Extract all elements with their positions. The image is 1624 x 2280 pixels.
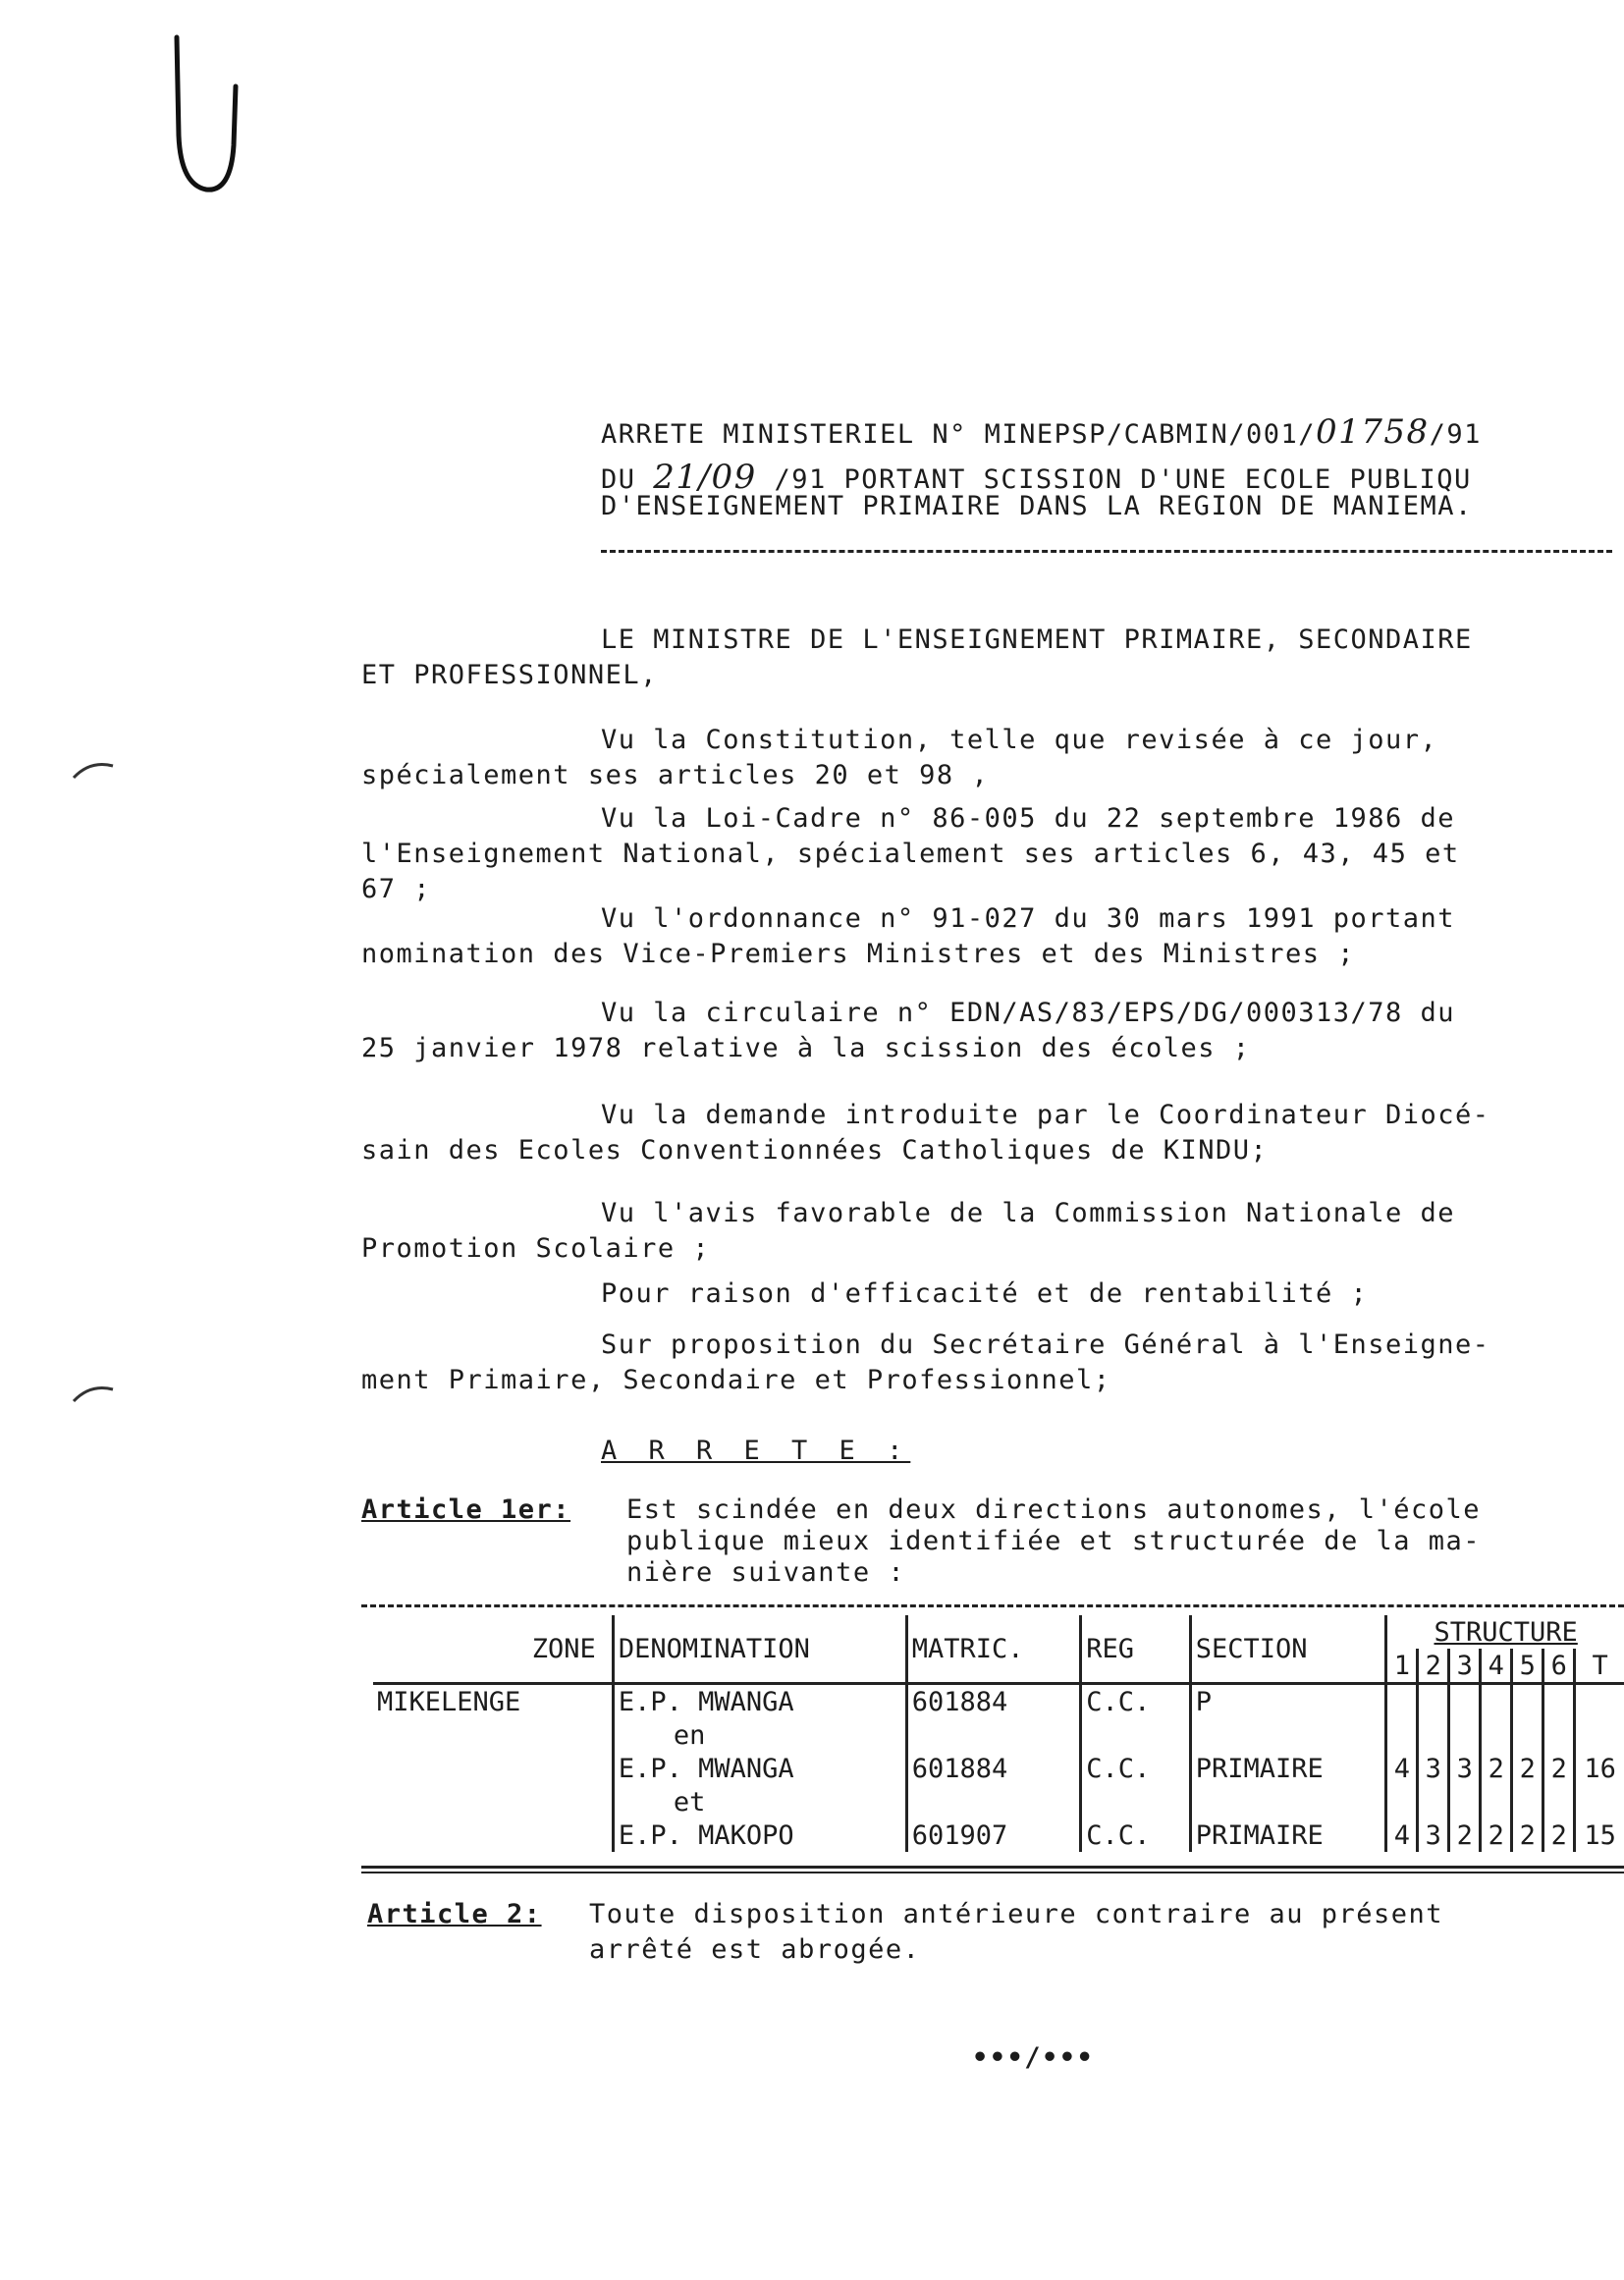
article-1-text: Est scindée en deux directions autonomes, l'école xyxy=(626,1494,1482,1525)
cell-reg: C.C. xyxy=(1081,1752,1190,1785)
cell-zone xyxy=(373,1819,613,1852)
cell-zone: MIKELENGE xyxy=(377,1686,521,1717)
cell-zone xyxy=(373,1718,613,1752)
structure-col-header: 1 xyxy=(1386,1649,1418,1684)
table-row xyxy=(373,1718,1624,1752)
consideration-line: l'Enseignement National, spécialement ses articles 6, 43, 45 et xyxy=(361,839,1460,869)
cell-structure xyxy=(1575,1684,1624,1719)
cell-structure xyxy=(1575,1785,1624,1819)
cell-structure xyxy=(1481,1718,1512,1752)
cell-matric xyxy=(906,1785,1081,1819)
header-line-1: ARRETE MINISTERIEL N° MINEPSP/CABMIN/001/01758/91 xyxy=(601,412,1482,452)
cell-matric: 601884 xyxy=(906,1684,1081,1719)
cell-matric xyxy=(906,1718,1081,1752)
arrete-heading: A R R E T E : xyxy=(601,1436,911,1466)
consideration-line: 67 ; xyxy=(361,874,432,904)
cell-structure: 2 xyxy=(1543,1752,1575,1785)
table-bottom-rule xyxy=(361,1872,1624,1873)
cell-denomination: E.P. MAKOPO xyxy=(613,1819,906,1852)
consideration-line: Promotion Scolaire ; xyxy=(361,1233,711,1264)
structure-col-header: 6 xyxy=(1543,1649,1575,1684)
cell-denomination: en xyxy=(613,1718,906,1752)
article-1-label: Article 1er: xyxy=(361,1494,571,1525)
cell-section: P xyxy=(1190,1684,1386,1719)
cell-section xyxy=(1190,1785,1386,1819)
margin-mark-icon xyxy=(69,1380,118,1409)
schools-table xyxy=(373,1615,1624,1852)
table-row xyxy=(373,1785,1624,1819)
margin-mark-icon xyxy=(69,756,118,786)
cell-structure xyxy=(1512,1684,1543,1719)
consideration-line: Vu la Constitution, telle que revisée à ce jour, xyxy=(601,725,1438,755)
consideration-line: 25 janvier 1978 relative à la scission des écoles ; xyxy=(361,1033,1251,1063)
cell-structure xyxy=(1543,1718,1575,1752)
cell-matric: 601884 xyxy=(906,1752,1081,1785)
cell-structure: 2 xyxy=(1481,1819,1512,1852)
col-header-denomination: DENOMINATION xyxy=(613,1615,906,1684)
structure-col-header: 4 xyxy=(1481,1649,1512,1684)
cell-structure xyxy=(1543,1785,1575,1819)
article-2-text: arrêté est abrogée. xyxy=(589,1934,921,1965)
article-2-label: Article 2: xyxy=(367,1899,542,1929)
cell-reg: C.C. xyxy=(1081,1684,1190,1719)
cell-structure xyxy=(1449,1785,1481,1819)
cell-structure: 3 xyxy=(1418,1752,1449,1785)
minister-line-2: ET PROFESSIONNEL, xyxy=(361,660,658,690)
cell-structure xyxy=(1512,1785,1543,1819)
cell-denomination: E.P. MWANGA xyxy=(613,1684,906,1719)
cell-reg xyxy=(1081,1718,1190,1752)
date-handwritten: 21/09 xyxy=(653,458,757,497)
cell-denomination: E.P. MWANGA xyxy=(613,1752,906,1785)
cell-structure xyxy=(1449,1684,1481,1719)
cell-structure xyxy=(1481,1684,1512,1719)
consideration-line: Pour raison d'efficacité et de rentabilité ; xyxy=(601,1278,1369,1309)
cell-structure: 2 xyxy=(1512,1819,1543,1852)
cell-structure: 4 xyxy=(1386,1819,1418,1852)
structure-col-header: 2 xyxy=(1418,1649,1449,1684)
cell-matric: 601907 xyxy=(906,1819,1081,1852)
consideration-line: Sur proposition du Secrétaire Général à l'Enseigne- xyxy=(601,1330,1490,1360)
header-line-2: DU 21/09 /91 PORTANT SCISSION D'UNE ECOLE PUBLIQU xyxy=(601,458,1472,497)
cell-structure xyxy=(1386,1785,1418,1819)
header-line-3: D'ENSEIGNEMENT PRIMAIRE DANS LA REGION DE MANIEMA. xyxy=(601,491,1473,521)
cell-structure xyxy=(1386,1718,1418,1752)
structure-col-header: T xyxy=(1575,1649,1624,1684)
cell-reg: C.C. xyxy=(1081,1819,1190,1852)
consideration-line: spécialement ses articles 20 et 98 , xyxy=(361,760,990,790)
consideration-line: Vu la Loi-Cadre n° 86-005 du 22 septembre 1986 de xyxy=(601,803,1456,834)
cell-structure: 15 xyxy=(1575,1819,1624,1852)
cell-structure: 4 xyxy=(1386,1752,1418,1785)
cell-structure xyxy=(1386,1684,1418,1719)
consideration-line: nomination des Vice-Premiers Ministres et des Ministres ; xyxy=(361,939,1356,969)
table-header-row xyxy=(373,1615,1624,1649)
consideration-line: sain des Ecoles Conventionnées Catholiques de KINDU; xyxy=(361,1135,1269,1166)
article-1-text: nière suivante : xyxy=(626,1557,906,1588)
consideration-line: Vu l'avis favorable de la Commission Nationale de xyxy=(601,1198,1456,1228)
header-divider xyxy=(601,550,1612,553)
table-row xyxy=(373,1752,1624,1785)
cell-zone xyxy=(373,1752,613,1785)
cell-structure xyxy=(1575,1718,1624,1752)
cell-structure xyxy=(1418,1684,1449,1719)
consideration-line: Vu l'ordonnance n° 91-027 du 30 mars 1991 portant xyxy=(601,903,1456,934)
cell-reg xyxy=(1081,1785,1190,1819)
structure-col-header: 5 xyxy=(1512,1649,1543,1684)
col-header-structure: STRUCTURE xyxy=(1386,1615,1624,1649)
table-top-divider xyxy=(361,1604,1624,1607)
cell-section: PRIMAIRE xyxy=(1190,1819,1386,1852)
cell-structure: 2 xyxy=(1543,1819,1575,1852)
ref-handwritten: 01758 xyxy=(1315,412,1430,452)
cell-structure xyxy=(1418,1785,1449,1819)
col-header-zone: ZONE xyxy=(531,1633,596,1664)
cell-structure: 2 xyxy=(1512,1752,1543,1785)
table-row xyxy=(373,1819,1624,1852)
cell-zone xyxy=(373,1785,613,1819)
table-row xyxy=(373,1684,1624,1719)
cell-structure: 16 xyxy=(1575,1752,1624,1785)
table-bottom-rule xyxy=(361,1866,1624,1869)
cell-section xyxy=(1190,1718,1386,1752)
continuation-marker: •••/••• xyxy=(972,2042,1095,2073)
consideration-line: ment Primaire, Secondaire et Professionnel; xyxy=(361,1365,1111,1395)
article-1-text: publique mieux identifiée et structurée de la ma- xyxy=(626,1526,1482,1556)
cell-structure: 2 xyxy=(1449,1819,1481,1852)
cell-structure xyxy=(1449,1718,1481,1752)
cell-denomination: et xyxy=(613,1785,906,1819)
cell-structure xyxy=(1481,1785,1512,1819)
cell-structure: 3 xyxy=(1418,1819,1449,1852)
col-header-reg: REG xyxy=(1081,1615,1190,1684)
pen-mark-icon xyxy=(157,27,245,194)
minister-line-1: LE MINISTRE DE L'ENSEIGNEMENT PRIMAIRE, SECONDAIRE xyxy=(601,624,1473,655)
col-header-section: SECTION xyxy=(1190,1615,1386,1684)
cell-structure xyxy=(1418,1718,1449,1752)
consideration-line: Vu la demande introduite par le Coordinateur Diocé- xyxy=(601,1100,1490,1130)
article-2-text: Toute disposition antérieure contraire au présent xyxy=(589,1899,1444,1929)
structure-col-header: 3 xyxy=(1449,1649,1481,1684)
cell-structure xyxy=(1543,1684,1575,1719)
col-header-matric: MATRIC. xyxy=(906,1615,1081,1684)
cell-structure xyxy=(1512,1718,1543,1752)
cell-structure: 3 xyxy=(1449,1752,1481,1785)
consideration-line: Vu la circulaire n° EDN/AS/83/EPS/DG/000313/78 du xyxy=(601,998,1456,1028)
cell-section: PRIMAIRE xyxy=(1190,1752,1386,1785)
cell-structure: 2 xyxy=(1481,1752,1512,1785)
